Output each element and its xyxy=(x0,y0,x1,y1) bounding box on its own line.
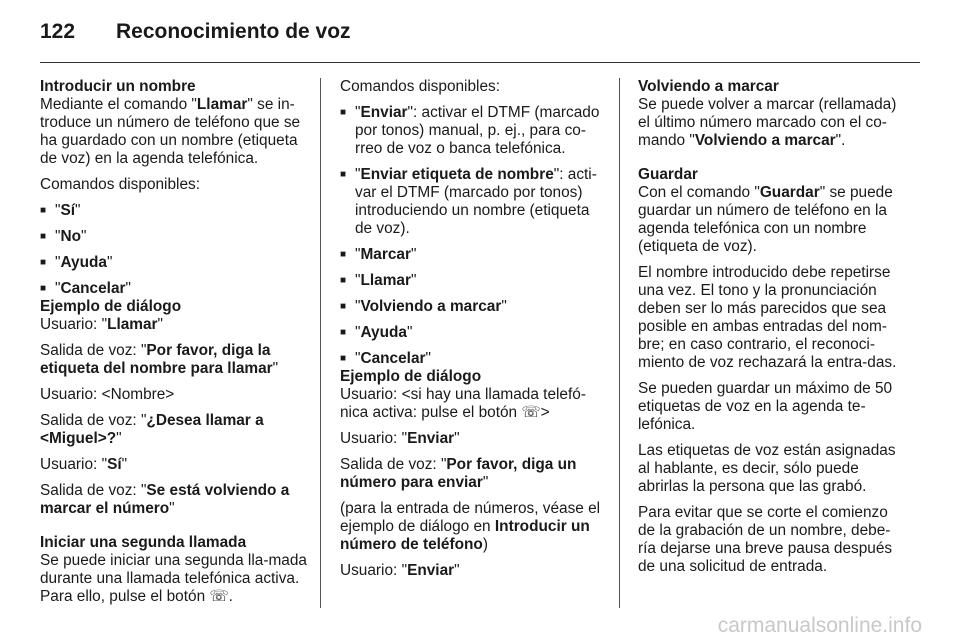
paragraph: Se pueden guardar un máximo de 50 etiquetas de voz en la agenda te-lefónica. xyxy=(638,380,893,433)
list-item: ■ "Ayuda" xyxy=(340,324,608,342)
dialog-line: (para la entrada de números, véase el ejemplo de diálogo en Introducir un número de teléfono) xyxy=(340,500,601,553)
paragraph: Las etiquetas de voz están asignadas al hablante, es decir, sólo puede abrirlas la persona que las grabó. xyxy=(638,442,896,495)
page-header xyxy=(40,12,351,52)
dialog-line: Salida de voz: "Por favor, diga un número para enviar" xyxy=(340,456,577,491)
section-heading: Introducir un nombre xyxy=(40,78,196,95)
section-heading: Guardar xyxy=(638,166,698,183)
list-item: ■ "Sí" xyxy=(40,202,308,220)
list-item: ■ "Cancelar" xyxy=(40,280,308,298)
section-heading: Volviendo a marcar xyxy=(638,78,779,95)
header-divider xyxy=(40,62,920,63)
dialog-line: Salida de voz: "Por favor, diga la etiqueta del nombre para llamar" xyxy=(40,342,279,377)
page-number: 122 xyxy=(40,20,76,43)
dialog-line: Usuario: "Enviar" xyxy=(340,430,460,447)
dialog-line: Usuario: <si hay una llamada telefó-nica activa: pulse el botón ☏> xyxy=(340,386,586,421)
list-item: ■ "Marcar" xyxy=(340,246,608,264)
dialog-line: Salida de voz: "Se está volviendo a marcar el número" xyxy=(40,482,290,517)
list-item: ■ "Enviar etiqueta de nombre": acti-var el DTMF (marcado por tonos) introduciendo un nombre (etiqueta de voz). xyxy=(340,166,608,238)
dialog-line: Salida de voz: "¿Desea llamar a <Miguel>?" xyxy=(40,412,264,447)
list-item: ■ "No" xyxy=(40,228,308,246)
dialog-line: Usuario: "Enviar" xyxy=(340,562,460,579)
list-item: ■ "Llamar" xyxy=(340,272,608,290)
list-item: ■ "Volviendo a marcar" xyxy=(340,298,608,316)
paragraph: Para evitar que se corte el comienzo de la grabación de un nombre, debe-ría dejarse una breve pausa después de una solicitud de entrada. xyxy=(638,504,893,575)
column-divider-1 xyxy=(320,78,321,608)
section-heading: Ejemplo de diálogo xyxy=(340,368,482,385)
section-heading: Ejemplo de diálogo xyxy=(40,298,182,315)
dialog-line: Usuario: "Llamar" xyxy=(40,316,164,333)
dialog-line: Usuario: "Sí" xyxy=(40,456,128,473)
list-item: ■ "Cancelar" xyxy=(340,350,608,368)
watermark: carmanualsonline.info xyxy=(717,614,922,637)
list-item: ■ "Ayuda" xyxy=(40,254,308,272)
list-item: ■ "Enviar": activar el DTMF (marcado por tonos) manual, p. ej., para co-rreo de voz o banca telefónica. xyxy=(340,104,608,158)
paragraph: El nombre introducido debe repetirse una vez. El tono y la pronunciación deben ser lo más parecidos que sea posible en ambas entradas del nom-bre; en caso contrario, el reconoci-miento de voz rechazará la entra-das. xyxy=(638,264,897,371)
commands-label: Comandos disponibles: xyxy=(340,78,500,95)
paragraph: Mediante el comando "Llamar" se in-troduce un número de teléfono que se ha guardado con un nombre (etiqueta de voz) en la agenda telefónica. xyxy=(40,96,301,167)
page-title: Reconocimiento de voz xyxy=(116,20,351,43)
column-divider-2 xyxy=(619,78,620,608)
dialog-line: Usuario: <Nombre> xyxy=(40,386,175,403)
column-2 xyxy=(340,78,608,588)
column-3 xyxy=(638,78,908,584)
paragraph: Con el comando "Guardar" se puede guardar un número de teléfono en la agenda telefónica con un nombre (etiqueta de voz). xyxy=(638,184,893,255)
paragraph: Se puede iniciar una segunda lla-mada durante una llamada telefónica activa. Para ello, pulse el botón ☏. xyxy=(40,552,307,605)
commands-label: Comandos disponibles: xyxy=(40,176,200,193)
section-heading: Iniciar una segunda llamada xyxy=(40,534,247,551)
column-1 xyxy=(40,78,308,614)
paragraph: Se puede volver a marcar (rellamada) el último número marcado con el co-mando "Volviendo a marcar". xyxy=(638,96,897,149)
